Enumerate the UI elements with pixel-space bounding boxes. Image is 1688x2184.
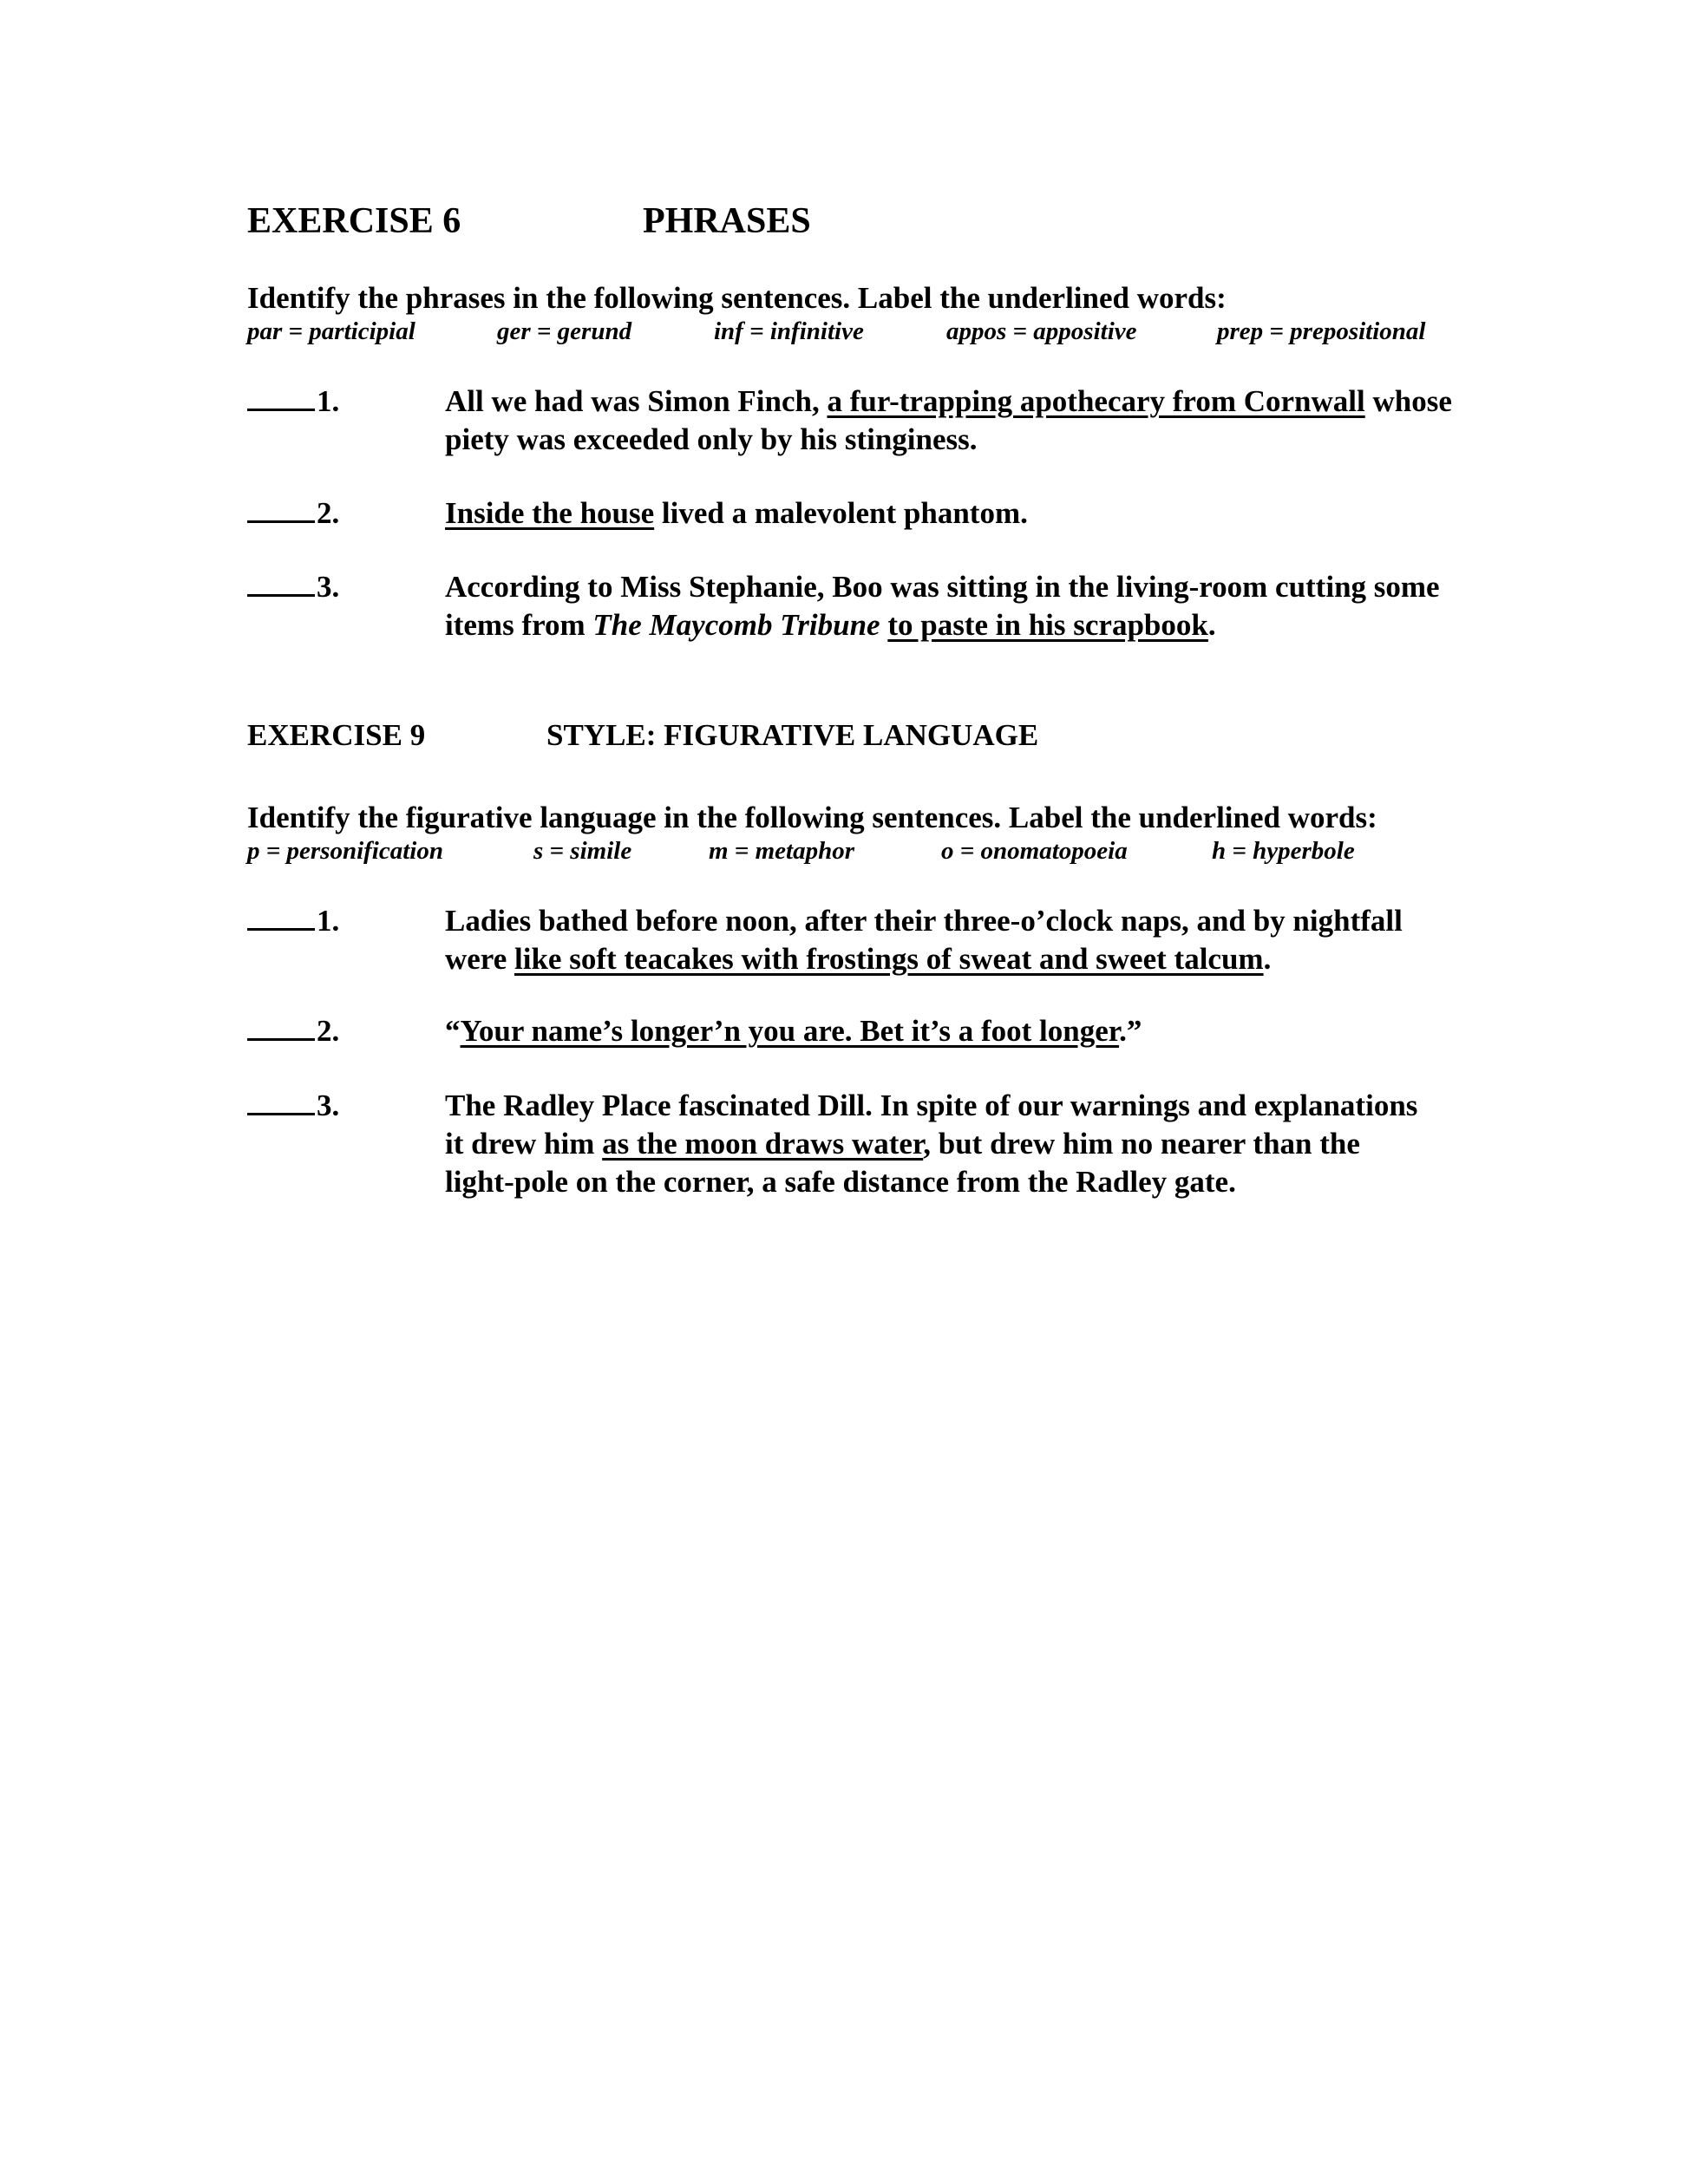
legend-hyperbole: h = hyperbole [1212, 837, 1355, 865]
exercise-9-topic: STYLE: FIGURATIVE LANGUAGE [546, 718, 1039, 752]
exercise-6-label: EXERCISE 6 [247, 201, 461, 241]
plain-text: Ladies bathed before noon, after their three-o’clock naps, and by nightfall [445, 904, 1403, 938]
plain-text: were [445, 942, 514, 976]
answer-blank[interactable] [247, 496, 315, 523]
underlined-phrase: Inside the house [445, 496, 655, 530]
newspaper-title: The Maycomb Tribune [592, 608, 880, 642]
sentence-line [445, 568, 1440, 606]
answer-blank[interactable] [247, 570, 315, 597]
item-number: 2. [317, 1014, 340, 1048]
item-sentence [445, 902, 1403, 978]
plain-text: “ [445, 1014, 461, 1048]
answer-blank[interactable] [247, 904, 315, 931]
legend-prepositional: prep = prepositional [1217, 317, 1426, 345]
exercise-6-item-3 [247, 568, 1440, 642]
exercise-6-instructions: Identify the phrases in the following sentences. Label the underlined words: [247, 281, 1227, 315]
underlined-phrase: as the moon draws water [602, 1127, 924, 1161]
sentence-line [445, 1125, 1417, 1163]
legend-infinitive: inf = infinitive [714, 317, 864, 345]
legend-onomatopoeia: o = onomatopoeia [941, 837, 1128, 865]
plain-text: The Radley Place fascinated Dill. In spite of our warnings and explanations [445, 1089, 1418, 1122]
plain-text: items from [445, 608, 593, 642]
exercise-6-topic: PHRASES [643, 201, 811, 241]
sentence-line [445, 1012, 1142, 1050]
item-sentence [445, 1012, 1142, 1050]
plain-text: lived a malevolent phantom. [654, 496, 1028, 530]
exercise-6-item-1 [247, 383, 1452, 456]
plain-text: light-pole on the corner, a safe distance from the Radley gate. [445, 1165, 1236, 1199]
item-number: 2. [317, 496, 340, 530]
sentence-line [445, 383, 1452, 421]
sentence-line [445, 421, 1452, 459]
item-sentence [445, 1087, 1417, 1201]
item-number: 1. [317, 384, 340, 418]
item-number: 1. [317, 904, 340, 938]
sentence-line [445, 606, 1440, 644]
exercise-6-legend [247, 319, 1548, 347]
answer-blank[interactable] [247, 1014, 315, 1041]
plain-text: it drew him [445, 1127, 603, 1161]
legend-simile: s = simile [533, 837, 632, 865]
legend-metaphor: m = metaphor [709, 837, 854, 865]
plain-text: , but drew him no nearer than the [923, 1127, 1360, 1161]
sentence-line [445, 940, 1403, 978]
item-number: 3. [317, 570, 340, 604]
sentence-line [445, 494, 1028, 533]
item-number: 3. [317, 1089, 340, 1122]
item-sentence [445, 383, 1452, 459]
exercise-6-item-2 [247, 494, 1028, 533]
answer-blank[interactable] [247, 384, 315, 411]
exercise-9-instructions: Identify the figurative language in the following sentences. Label the underlined words: [247, 801, 1377, 834]
plain-text: piety was exceeded only by his stinginess. [445, 422, 978, 456]
plain-text: .” [1119, 1014, 1142, 1048]
plain-text: All we had was Simon Finch, [445, 384, 828, 418]
sentence-line [445, 1163, 1417, 1201]
sentence-line [445, 902, 1403, 940]
exercise-9-item-3 [247, 1087, 1418, 1199]
exercise-9-item-1 [247, 902, 1403, 976]
plain-text: . [1207, 608, 1216, 642]
underlined-phrase: a fur-trapping apothecary from Cornwall [827, 384, 1365, 418]
legend-appositive: appos = appositive [946, 317, 1137, 345]
plain-text: whose [1364, 384, 1452, 418]
item-sentence [445, 494, 1028, 533]
item-sentence [445, 568, 1440, 644]
plain-text: . [1263, 942, 1272, 976]
underlined-phrase: like soft teacakes with frostings of sweat and sweet talcum [514, 942, 1264, 976]
sentence-line [445, 1087, 1417, 1125]
legend-gerund: ger = gerund [497, 317, 632, 345]
exercise-9-item-2 [247, 1012, 1142, 1050]
exercise-9-label: EXERCISE 9 [247, 718, 426, 752]
legend-personification: p = personification [247, 837, 443, 865]
underlined-phrase: to paste in his scrapbook [887, 608, 1208, 642]
plain-text: According to Miss Stephanie, Boo was sitting in the living-room cutting some [445, 570, 1440, 604]
exercise-9-legend [247, 839, 1548, 866]
legend-participial: par = participial [247, 317, 415, 345]
underlined-phrase: Your name’s longer’n you are. Bet it’s a foot longer [460, 1014, 1120, 1048]
answer-blank[interactable] [247, 1089, 315, 1115]
